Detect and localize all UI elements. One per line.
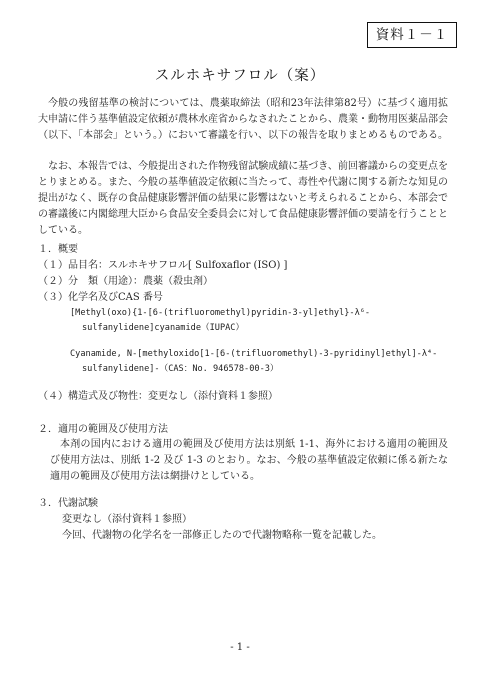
- section-1-heading: １．概要: [38, 244, 78, 255]
- intro-paragraph-2: なお、本報告では、今般提出された作物残留試験成績に基づき、前回審議からの変更点をとりまとめる。また、今般の基準値設定依頼に当たって、毒性や代謝に関する新たな知見の提出がなく、既存の食品健康影響評価の結果に影響はないと考えられることから、本部会での審議後に内閣総理大臣から食品安全委員会に対して食品健康影響評価の要請を行うこととしている。: [38, 161, 448, 236]
- section-1-item-classification: （２）分 類（用途）：農薬（殺虫剤）: [38, 276, 213, 287]
- iupac-name-line-1: [Methyl(oxo){1-[6-(trifluoromethyl)pyridin-3-yl]ethyl}-λ⁶-: [70, 308, 371, 318]
- section-3-line-1: 変更なし（添付資料１参照）: [62, 514, 192, 525]
- document-label-box: 資料１－１: [367, 22, 457, 48]
- page-number: - 1 -: [230, 642, 250, 653]
- section-2-heading: ２．適用の範囲及び使用方法: [38, 424, 168, 435]
- cas-name-line-1: Cyanamide, N-[methyloxido[1-[6-(trifluoromethyl)-3-pyridinyl]ethyl]-λ⁴-: [70, 349, 438, 359]
- cas-name-line-2: sulfanylidene]-（CAS：No. 946578-00-3）: [82, 364, 279, 374]
- section-1-item-name: （１）品目名：スルホキサフロル[ Sulfoxaflor (ISO) ]: [38, 260, 288, 271]
- section-2-body: 本剤の国内における適用の範囲及び使用方法は別紙 1-1、海外における適用の範囲及び使用方法は、別紙 1-2 及び 1-3 のとおり。なお、今般の基準値設定依頼に係る新たな適用の範囲及び使用方法は網掛けとしている。: [50, 439, 448, 482]
- document-title: スルホキサフロル（案）: [154, 68, 326, 84]
- iupac-name-line-2: sulfanylidene]cyanamide（IUPAC）: [82, 323, 245, 333]
- intro-paragraph-1: 今般の残留基準の検討については、農薬取締法（昭和23年法律第82号）に基づく適用拡大申請に伴う基準値設定依頼が農林水産省からなされたことから、農業・動物用医薬品部会（以下、「本部会」という。）において審議を行い、以下の報告を取りまとめるものである。: [38, 98, 448, 141]
- section-3-line-2: 今回、代謝物の化学名を一部修正したので代謝物略称一覧を記載した。: [62, 530, 382, 541]
- section-1-item-structure: （４）構造式及び物性：変更なし（添付資料１参照）: [38, 391, 278, 402]
- section-1-item-chemical-name: （３）化学名及びCAS 番号: [38, 292, 163, 303]
- section-3-heading: ３．代謝試験: [38, 498, 98, 509]
